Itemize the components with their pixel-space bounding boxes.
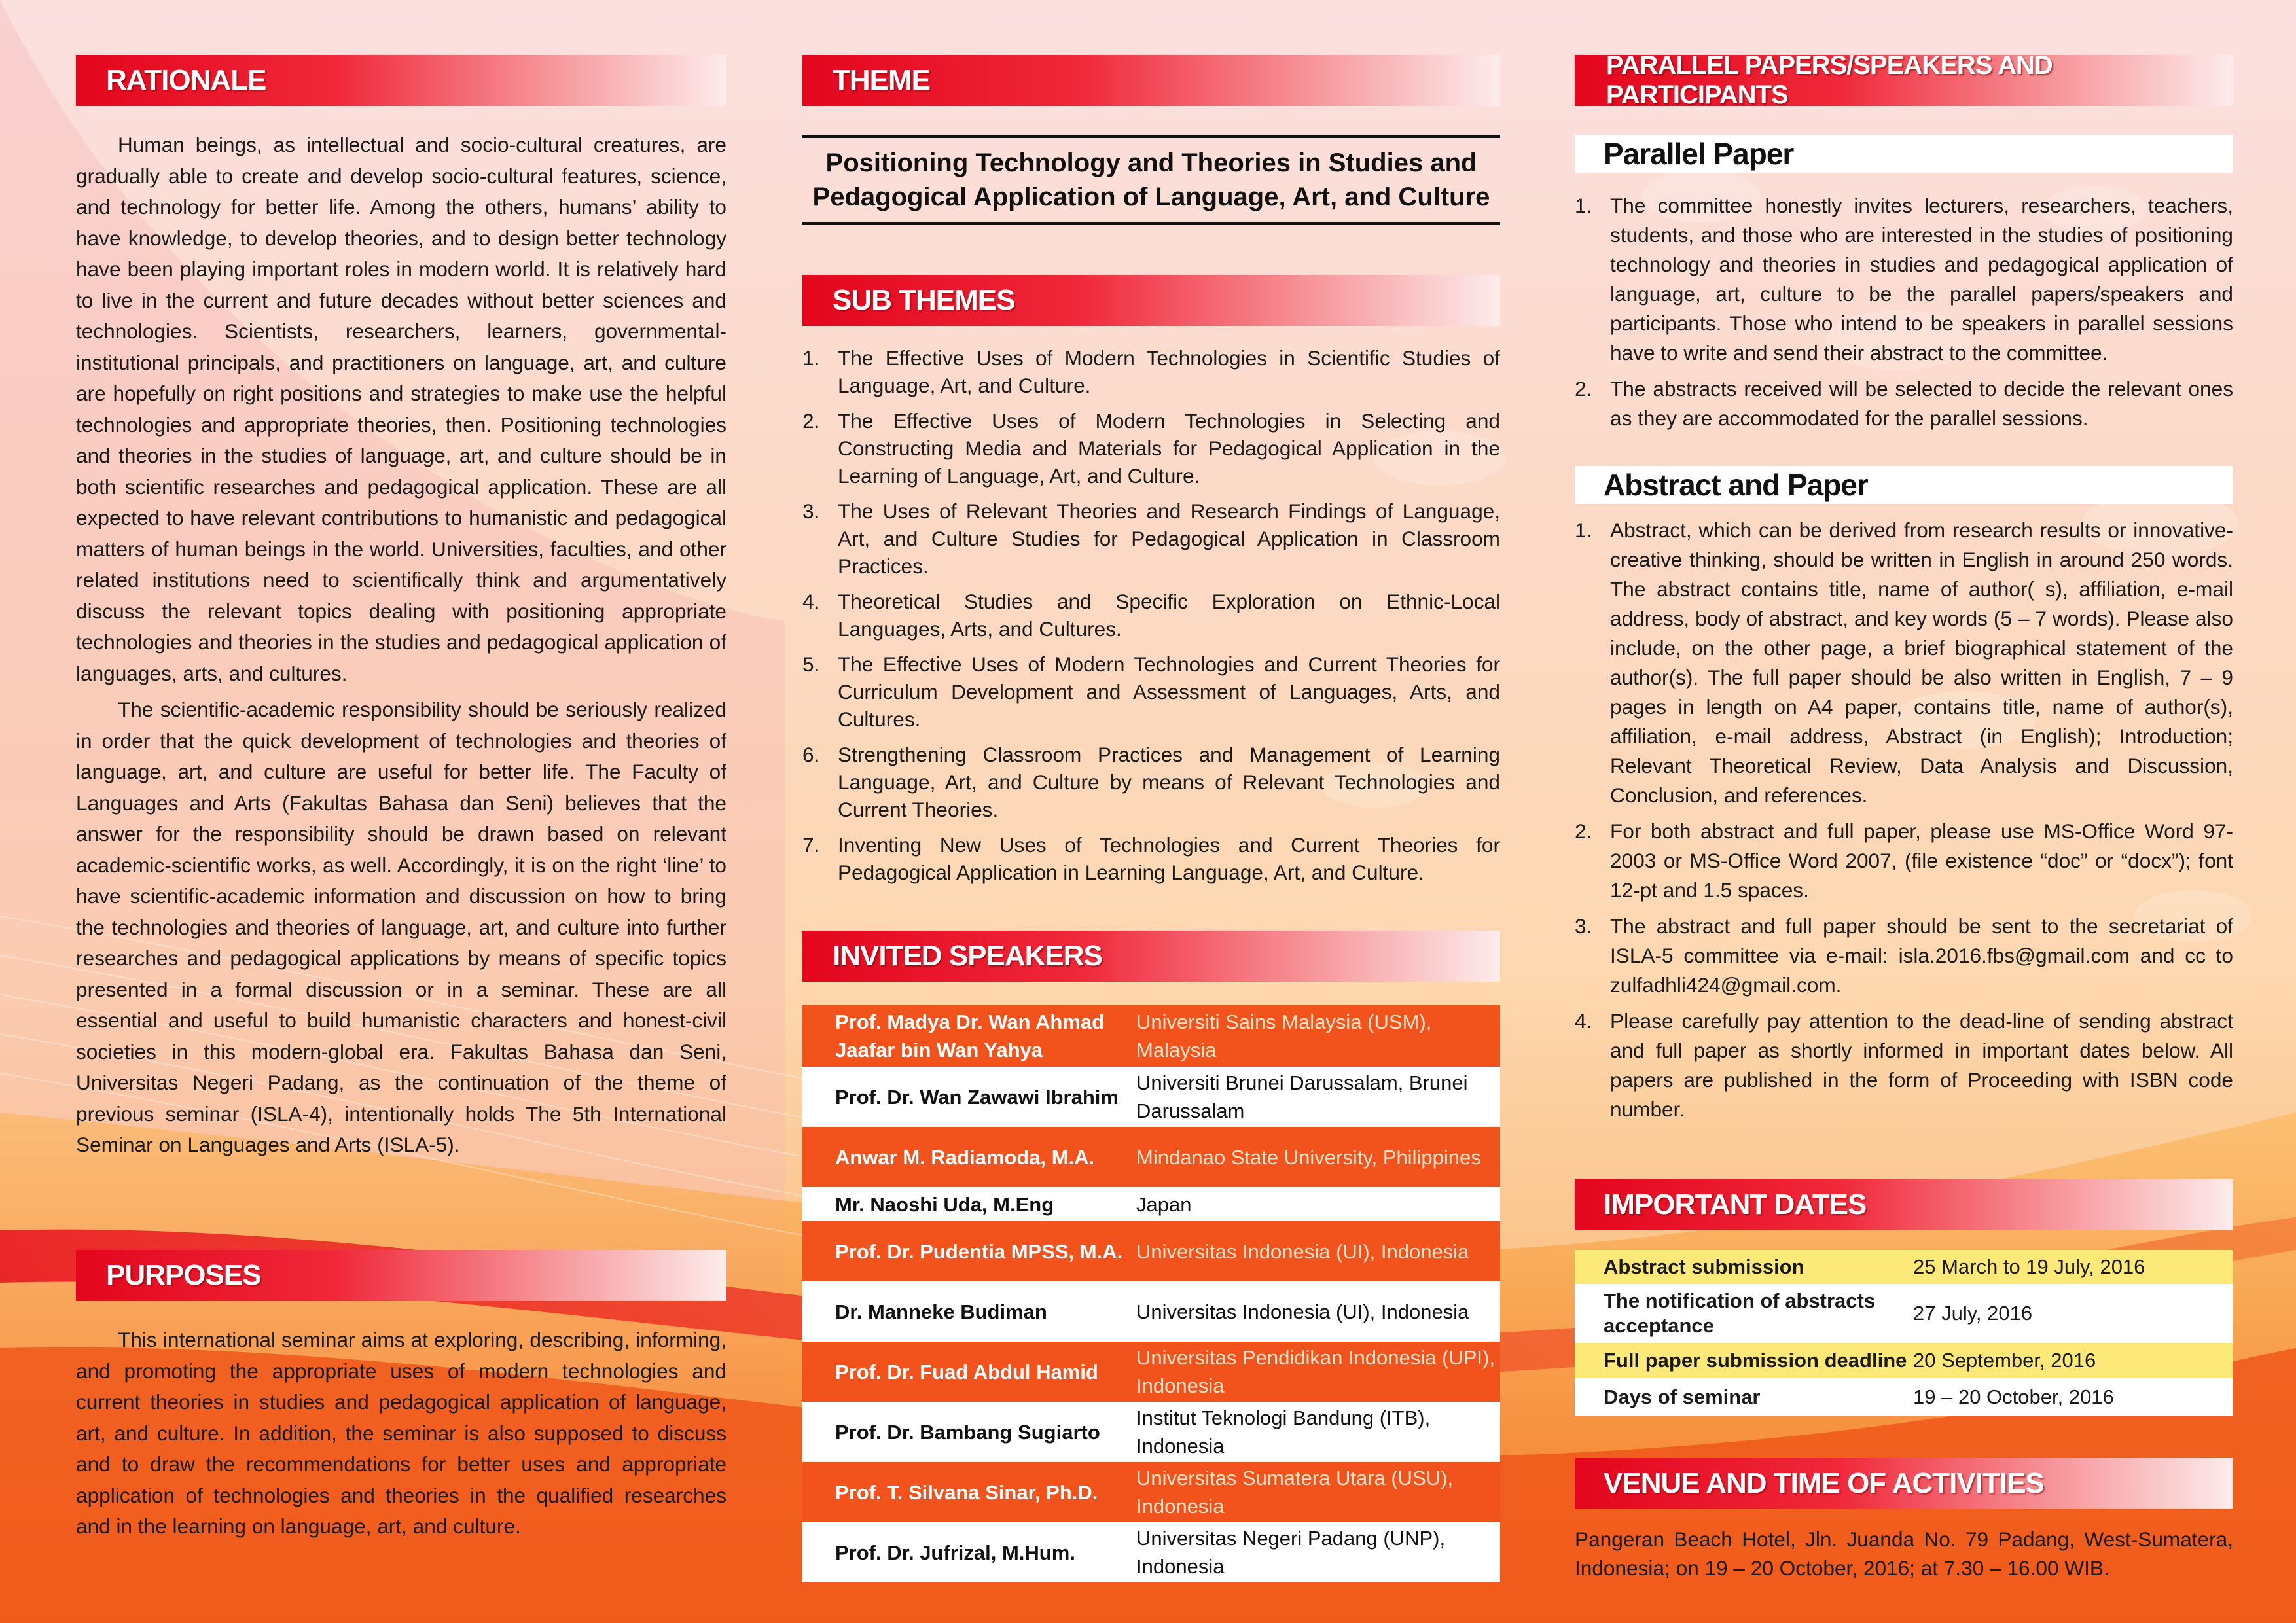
sub-theme-item xyxy=(802,741,1500,823)
theme-title-line-1: Positioning Technology and Theories in Studies and xyxy=(825,149,1477,177)
speaker-name: Anwar M. Radiamoda, M.A. xyxy=(802,1127,1136,1187)
sub-theme-item xyxy=(802,651,1500,733)
parallel-header-text: PARALLEL PAPERS/SPEAKERS AND PARTICIPANTS xyxy=(1606,51,2053,109)
abstract-subheader-text: Abstract and Paper xyxy=(1604,468,1868,502)
item-number: 1. xyxy=(1575,518,1592,542)
list-item xyxy=(1575,1007,2233,1124)
panel-right xyxy=(1575,0,2233,1623)
important-dates-header xyxy=(1575,1179,2233,1230)
theme-title xyxy=(802,135,1500,225)
table-row xyxy=(802,1005,1500,1067)
item-text: Inventing New Uses of Technologies and Current Theories for Pedagogical Application in Learning Language, Art, and Culture. xyxy=(838,833,1500,884)
item-text: The committee honestly invites lecturers, researchers, teachers, students, and those who are interested in the studies of positioning technology and theories in studies and pedagogical application of language, art, culture to be the parallel papers/speakers and participants. Those who intend to be speakers in parallel sessions have to write and send their abstract to the committee. xyxy=(1610,194,2233,365)
item-text: The abstracts received will be selected to decide the relevant ones as they are accommodated for the parallel sessions. xyxy=(1610,377,2233,430)
item-number: 3. xyxy=(802,499,820,523)
speaker-affiliation: Institut Teknologi Bandung (ITB), Indonesia xyxy=(1136,1402,1500,1462)
invited-speakers-table xyxy=(802,1005,1500,1582)
invited-speakers-header xyxy=(802,931,1500,982)
rationale-body xyxy=(76,130,726,1161)
item-number: 3. xyxy=(1575,914,1592,938)
item-text: The Effective Uses of Modern Technologies in Selecting and Constructing Media and Materials for Pedagogical Application in the Learning of Language, Art, and Culture. xyxy=(838,409,1500,488)
panel-left xyxy=(76,0,726,1623)
item-text: The Effective Uses of Modern Technologies in Scientific Studies of Language, Art, and Culture. xyxy=(838,346,1500,397)
parallel-header xyxy=(1575,51,2233,109)
item-number: 1. xyxy=(802,346,820,370)
list-item xyxy=(1575,817,2233,905)
sub-themes-list xyxy=(802,344,1500,886)
item-number: 6. xyxy=(802,743,820,766)
purposes-header xyxy=(76,1250,726,1301)
speaker-name: Dr. Manneke Budiman xyxy=(802,1281,1136,1342)
speaker-affiliation: Japan xyxy=(1136,1187,1500,1221)
table-row xyxy=(802,1522,1500,1582)
important-dates-header-text: IMPORTANT DATES xyxy=(1604,1188,1867,1221)
speaker-affiliation: Universitas Negeri Padang (UNP), Indonesia xyxy=(1136,1522,1500,1582)
rationale-paragraph-1: Human beings, as intellectual and socio-cultural creatures, are gradually able to create and develop socio-cultural features, science, and technology for better life. Among the others, humans’ ability to have knowledge, to develop theories, and to design better technology have been playing important roles in modern world. It is relatively hard to live in the current and future decades without better sciences and technologies. Scientists, researchers, learners, governmental-institutional principals, and practitioners on language, art, and culture are hopefully on right positions and strategies to make use the helpful technologies and appropriate theories, then. Positioning technologies and theories in the studies of language, art, and culture should be in both scientific researches and pedagogical application. These are all expected to have relevant contributions to humanistic and pedagogical matters of human beings in the world. Universities, faculties, and other related institutions need to scientifically think and argumentatively discuss the relevant topics dealing with positioning appropriate technologies and theories in the studies and pedagogical application of languages, arts, and cultures. xyxy=(76,133,726,685)
item-number: 1. xyxy=(1575,194,1592,217)
date-value: 25 March to 19 July, 2016 xyxy=(1912,1250,2233,1284)
table-row xyxy=(802,1462,1500,1522)
item-text: Strengthening Classroom Practices and Management of Learning Language, Art, and Culture by means of Relevant Technologies and Current Theories. xyxy=(838,743,1500,821)
speaker-name: Prof. Dr. Pudentia MPSS, M.A. xyxy=(802,1221,1136,1281)
item-number: 7. xyxy=(802,833,820,857)
sub-themes-header xyxy=(802,275,1500,326)
item-text: Please carefully pay attention to the dead-line of sending abstract and full paper as shortly informed in important dates below. All papers are published in the form of Proceeding with ISBN code number. xyxy=(1610,1009,2233,1121)
speaker-affiliation: Universitas Pendidikan Indonesia (UPI), Indonesia xyxy=(1136,1342,1500,1402)
table-row xyxy=(802,1127,1500,1187)
purposes-paragraph: This international seminar aims at exploring, describing, informing, and promoting the appropriate uses of modern technologies and current theories in studies and pedagogical application of language, art, and culture. In addition, the seminar is also supposed to discuss and to draw the recommendations for better uses and appropriate application of technologies and theories in the qualified researches and in the learning on language, art, and culture. xyxy=(76,1328,726,1538)
date-label: Abstract submission xyxy=(1575,1250,1912,1284)
item-number: 2. xyxy=(1575,377,1592,401)
abstract-list xyxy=(1575,516,2233,1124)
panel-middle xyxy=(802,0,1500,1623)
table-row xyxy=(802,1342,1500,1402)
table-row xyxy=(1575,1378,2233,1416)
item-text: The Uses of Relevant Theories and Research Findings of Language, Art, and Culture Studies for Pedagogical Application in Classroom Practices. xyxy=(838,499,1500,578)
venue-header-text: VENUE AND TIME OF ACTIVITIES xyxy=(1604,1467,2044,1499)
speaker-affiliation: Universiti Sains Malaysia (USM), Malaysia xyxy=(1136,1005,1500,1067)
date-label: The notification of abstracts acceptance xyxy=(1575,1284,1912,1343)
sub-themes-header-text: SUB THEMES xyxy=(833,284,1015,316)
venue-text: Pangeran Beach Hotel, Jln. Juanda No. 79 Padang, West-Sumatera, Indonesia; on 19 – 20 October, 2016; at 7.30 – 16.00 WIB. xyxy=(1575,1527,2233,1580)
theme-header xyxy=(802,55,1500,106)
item-number: 4. xyxy=(1575,1009,1592,1033)
table-row xyxy=(802,1281,1500,1342)
table-row xyxy=(802,1187,1500,1221)
parallel-paper-list xyxy=(1575,191,2233,433)
date-value: 27 July, 2016 xyxy=(1912,1284,2233,1343)
speaker-name: Prof. Madya Dr. Wan Ahmad Jaafar bin Wan Yahya xyxy=(802,1005,1136,1067)
sub-theme-item xyxy=(802,588,1500,643)
date-value: 20 September, 2016 xyxy=(1912,1343,2233,1378)
parallel-paper-subheader-text: Parallel Paper xyxy=(1604,137,1794,171)
theme-header-text: THEME xyxy=(833,64,930,96)
speaker-affiliation: Universitas Sumatera Utara (USU), Indonesia xyxy=(1136,1462,1500,1522)
speaker-affiliation: Universiti Brunei Darussalam, Brunei Darussalam xyxy=(1136,1067,1500,1127)
speaker-name: Prof. Dr. Fuad Abdul Hamid xyxy=(802,1342,1136,1402)
speaker-name: Prof. T. Silvana Sinar, Ph.D. xyxy=(802,1462,1136,1522)
item-number: 4. xyxy=(802,590,820,613)
speaker-affiliation: Mindanao State University, Philippines xyxy=(1136,1127,1500,1187)
abstract-subheader xyxy=(1575,466,2233,504)
sub-theme-item xyxy=(802,407,1500,490)
table-row xyxy=(802,1067,1500,1127)
rationale-header-text: RATIONALE xyxy=(106,64,266,96)
list-item xyxy=(1575,191,2233,368)
date-label: Days of seminar xyxy=(1575,1378,1912,1416)
rationale-header xyxy=(76,55,726,106)
item-text: The Effective Uses of Modern Technologies and Current Theories for Curriculum Development and Assessment of Languages, Arts, and Cultures. xyxy=(838,652,1500,731)
date-value: 19 – 20 October, 2016 xyxy=(1912,1378,2233,1416)
sub-theme-item xyxy=(802,831,1500,886)
table-row xyxy=(1575,1250,2233,1284)
speaker-name: Prof. Dr. Jufrizal, M.Hum. xyxy=(802,1522,1136,1582)
table-row xyxy=(802,1221,1500,1281)
item-text: The abstract and full paper should be sent to the secretariat of ISLA-5 committee via e-mail: isla.2016.fbs@gmail.com and cc to zulfadhli424@gmail.com. xyxy=(1610,914,2233,997)
rationale-paragraph-2: The scientific-academic responsibility should be seriously realized in order that the quick development of technologies and theories of language, art, and culture are useful for better life. The Faculty of Languages and Arts (Fakultas Bahasa dan Seni) believes that the answer for the responsibility should be drawn based on relevant academic-scientific works, as well. Accordingly, it is on the right ‘line’ to have scientific-academic information and discussion on how to bring the technologies and theories of language, art, and culture into further researches and pedagogical applications by means of specific topics presented in a formal discussion or in a seminar. These are all essential and useful to build humanistic characters and honest-civil societies in this modern-global era. Fakultas Bahasa dan Seni, Universitas Negeri Padang, as the continuation of the theme of previous seminar (ISLA-4), intentionally holds The 5th International Seminar on Languages and Arts (ISLA-5). xyxy=(76,698,726,1156)
venue-header xyxy=(1575,1458,2233,1509)
list-item xyxy=(1575,374,2233,433)
speaker-name: Prof. Dr. Bambang Sugiarto xyxy=(802,1402,1136,1462)
list-item xyxy=(1575,912,2233,1000)
purposes-body xyxy=(76,1325,726,1543)
item-number: 5. xyxy=(802,652,820,676)
item-text: Abstract, which can be derived from research results or innovative-creative thinking, should be written in English in around 250 words. The abstract contains title, name of author( s), affiliation, e-mail address, body of abstract, and key words (5 – 7 words). Please also include, on the other page, a brief biographical statement of the author(s). The full paper should be also written in English, 7 – 9 pages in length on A4 paper, contains title, name of author(s), affiliation, e-mail address, Abstract (in English); Introduction; Relevant Theoretical Review, Data Analysis and Discussion, Conclusion, and references. xyxy=(1610,518,2233,807)
table-row xyxy=(1575,1343,2233,1378)
important-dates-table xyxy=(1575,1250,2233,1416)
theme-title-line-2: Pedagogical Application of Language, Art, and Culture xyxy=(812,183,1490,211)
item-number: 2. xyxy=(1575,819,1592,843)
invited-speakers-header-text: INVITED SPEAKERS xyxy=(833,940,1102,972)
item-number: 2. xyxy=(802,409,820,433)
table-row xyxy=(802,1402,1500,1462)
speaker-affiliation: Universitas Indonesia (UI), Indonesia xyxy=(1136,1221,1500,1281)
speaker-name: Mr. Naoshi Uda, M.Eng xyxy=(802,1187,1136,1221)
purposes-header-text: PURPOSES xyxy=(106,1259,261,1291)
list-item xyxy=(1575,516,2233,810)
item-text: For both abstract and full paper, please use MS-Office Word 97-2003 or MS-Office Word 2007, (file existence “doc” or “docx”); font 12-pt and 1.5 spaces. xyxy=(1610,819,2233,902)
speaker-affiliation: Universitas Indonesia (UI), Indonesia xyxy=(1136,1281,1500,1342)
sub-theme-item xyxy=(802,497,1500,580)
item-text: Theoretical Studies and Specific Exploration on Ethnic-Local Languages, Arts, and Cultures. xyxy=(838,590,1500,641)
sub-theme-item xyxy=(802,344,1500,399)
table-row xyxy=(1575,1284,2233,1343)
date-label: Full paper submission deadline xyxy=(1575,1343,1912,1378)
parallel-paper-subheader xyxy=(1575,135,2233,173)
speaker-name: Prof. Dr. Wan Zawawi Ibrahim xyxy=(802,1067,1136,1127)
